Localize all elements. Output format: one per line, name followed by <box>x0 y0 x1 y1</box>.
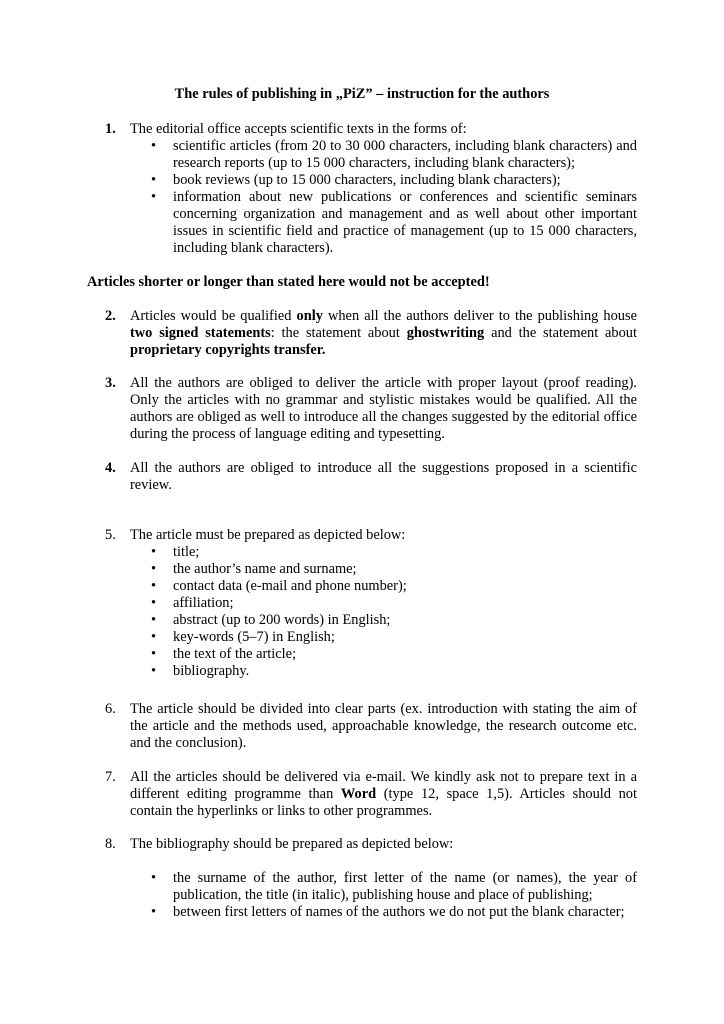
bullet-list <box>130 138 637 257</box>
rule-item-3 <box>105 375 637 443</box>
rule-text: Articles would be qualified only when all the authors deliver to the publishing house two signed statements: the statement about ghostwriting and the statement about proprietary copyrights transfer. <box>130 308 637 358</box>
bullet-icon: • <box>151 544 157 560</box>
rule-number: 2. <box>105 308 116 324</box>
rule-text: All the articles should be delivered via e-mail. We kindly ask not to prepare text in a different editing programme than Word (type 12, space 1,5). Articles should not contain the hyperlinks or links to other programmes. <box>130 769 638 819</box>
length-warning: Articles shorter or longer than stated here would not be accepted! <box>87 274 490 290</box>
bullet-item: • scientific articles (from 20 to 30 000 characters, including blank characters) and research reports (up to 15 000 characters, including blank characters); <box>151 138 637 171</box>
bullet-list <box>130 870 637 921</box>
bullet-item: • book reviews (up to 15 000 characters, including blank characters); <box>151 172 561 188</box>
rule-number: 7. <box>105 769 116 785</box>
bullet-icon: • <box>151 904 157 920</box>
bullet-item: • the surname of the author, first letter of the name (or names), the year of publication, the title (in italic), publishing house and place of publishing; <box>151 870 637 903</box>
rule-text: The bibliography should be prepared as depicted below: <box>130 836 454 852</box>
rule-text: All the authors are obliged to introduce all the suggestions proposed in a scientific review. <box>130 460 637 493</box>
bullet-icon: • <box>151 629 157 645</box>
bullet-icon: • <box>151 189 157 205</box>
rule-item-5 <box>105 527 637 680</box>
bullet-icon: • <box>151 138 157 154</box>
bullet-icon: • <box>151 578 157 594</box>
rule-text: The editorial office accepts scientific texts in the forms of: <box>130 121 467 137</box>
bullet-item: • title; <box>151 544 200 560</box>
bullet-list <box>130 544 637 680</box>
rule-number: 4. <box>105 460 116 476</box>
bullet-item: • the author’s name and surname; <box>151 561 357 577</box>
bullet-item: • abstract (up to 200 words) in English; <box>151 612 391 628</box>
bullet-icon: • <box>151 870 157 886</box>
bullet-item: • between first letters of names of the authors we do not put the blank character; <box>151 904 625 920</box>
rule-number: 8. <box>105 836 116 852</box>
rule-item-2 <box>105 308 637 359</box>
rule-text: The article should be divided into clear parts (ex. introduction with stating the aim of the article and the methods used, approachable knowledge, the research outcome etc. and the conclusion). <box>130 701 637 751</box>
rule-item-6 <box>105 701 637 752</box>
rule-number: 1. <box>105 121 116 137</box>
document-title: The rules of publishing in „PiZ” – instruction for the authors <box>174 86 550 102</box>
bullet-item: • contact data (e-mail and phone number); <box>151 578 407 594</box>
bullet-icon: • <box>151 172 157 188</box>
rule-item-8 <box>105 836 637 921</box>
rule-item-7 <box>105 769 637 820</box>
bullet-item: • bibliography. <box>151 663 250 679</box>
bullet-icon: • <box>151 612 157 628</box>
rule-item-1 <box>105 121 637 257</box>
rule-number: 5. <box>105 527 116 543</box>
bullet-item: • information about new publications or conferences and scientific seminars concerning organization and management and as well about other important issues in scientific field and practice of management (up to 15 000 characters, including blank characters). <box>151 189 637 256</box>
rule-text: All the authors are obliged to deliver the article with proper layout (proof reading). Only the articles with no grammar and stylistic mistakes would be qualified. All the authors are obliged as well to introduce all the changes suggested by the editorial office during the process of language editing and typesetting. <box>130 375 637 442</box>
bullet-item: • affiliation; <box>151 595 234 611</box>
bullet-item: • the text of the article; <box>151 646 297 662</box>
rule-text: The article must be prepared as depicted below: <box>130 527 406 543</box>
rule-item-4 <box>105 460 637 494</box>
bullet-icon: • <box>151 663 157 679</box>
bullet-item: • key-words (5–7) in English; <box>151 629 335 645</box>
bullet-icon: • <box>151 646 157 662</box>
bullet-icon: • <box>151 595 157 611</box>
rule-number: 6. <box>105 701 116 717</box>
rule-number: 3. <box>105 375 116 391</box>
bullet-icon: • <box>151 561 157 577</box>
